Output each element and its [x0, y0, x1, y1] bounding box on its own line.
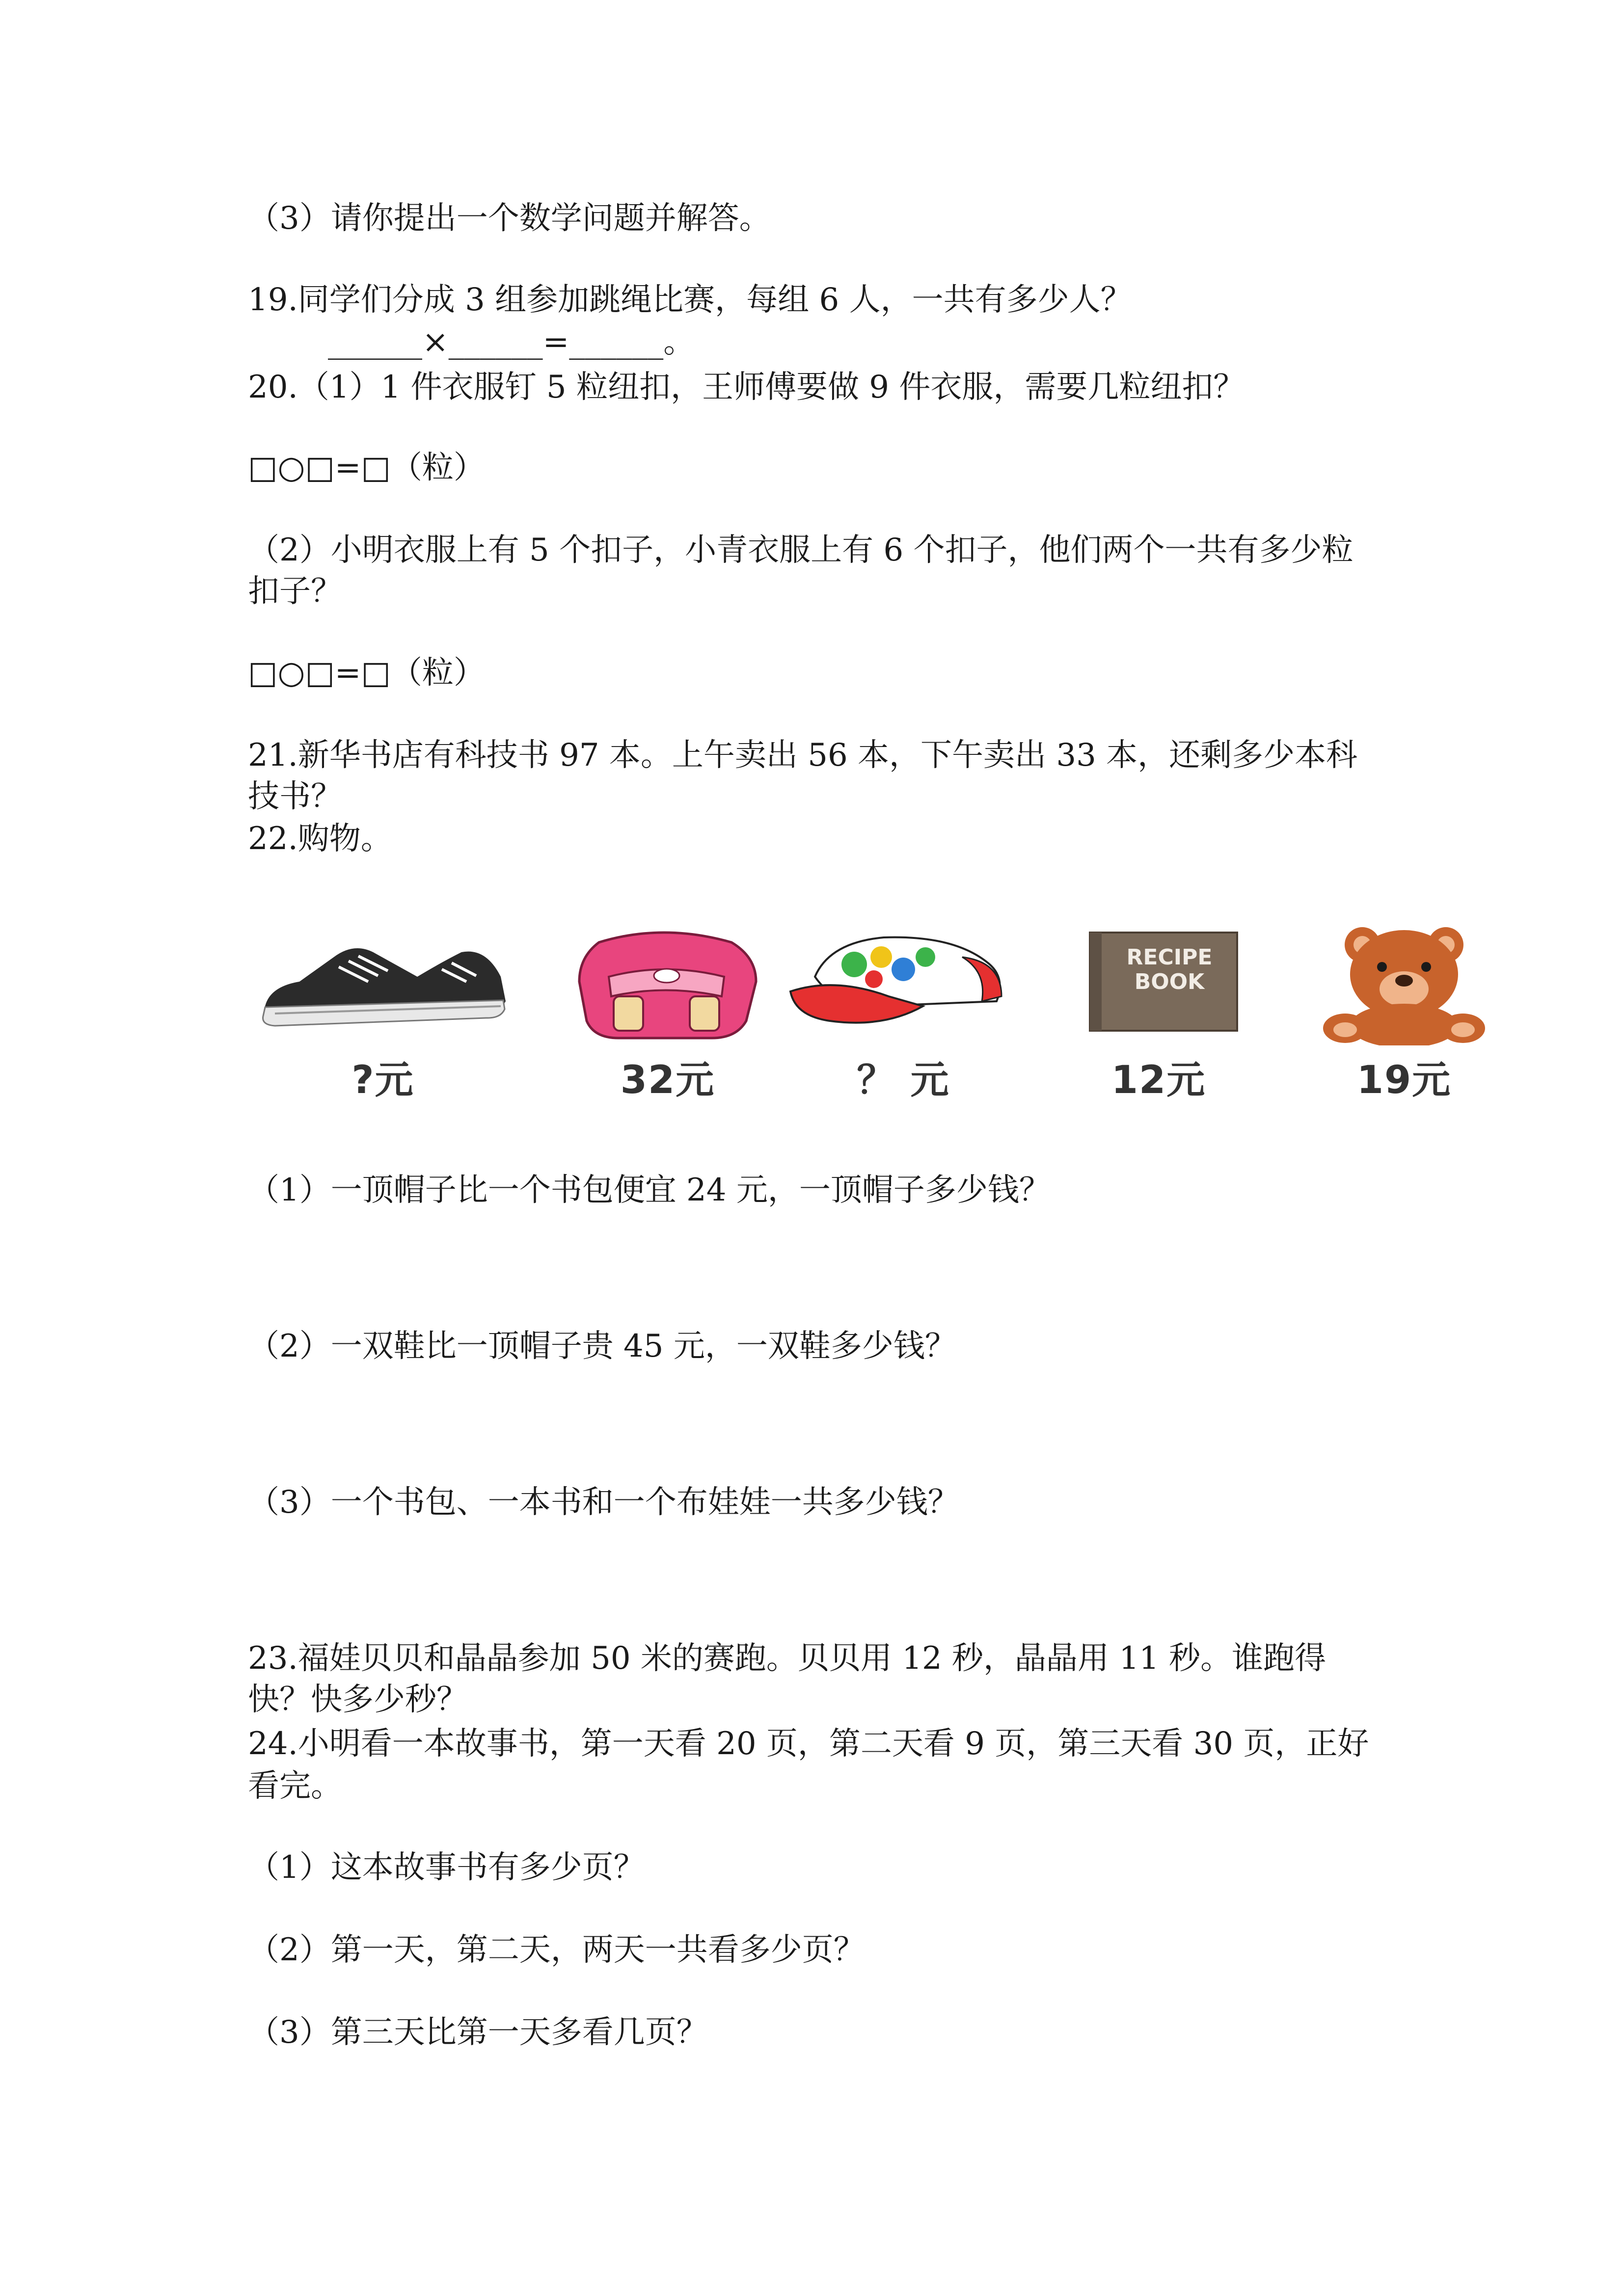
goods-price-teddy-bear: 19元: [1356, 1058, 1452, 1102]
question-22: 22.购物。: [248, 821, 392, 857]
question-20-part-2-continued: 扣子？: [248, 573, 342, 610]
goods-item-shoes: [255, 923, 511, 1102]
goods-price-cap: ？ 元: [857, 1058, 950, 1102]
question-21-continued: 技书？: [248, 778, 342, 815]
goods-item-cap: [776, 923, 1031, 1102]
goods-price-shoes: ?元: [352, 1058, 414, 1102]
goods-item-book: [1031, 923, 1286, 1102]
cap-icon: [776, 923, 1031, 1045]
question-24: 24.小明看一本故事书，第一天看 20 页，第二天看 9 页，第三天看 30 页，正好: [248, 1726, 1369, 1762]
goods-item-teddy-bear: [1276, 923, 1532, 1102]
question-22-part-1: （1）一顶帽子比一个书包便宜 24 元，一顶帽子多少钱？: [248, 1172, 1051, 1208]
recipe-book-icon: [1031, 923, 1286, 1045]
goods-item-schoolbag: [540, 923, 795, 1102]
sneaker-icon: [255, 923, 511, 1045]
question-20-part-1: 20.（1）1 件衣服钉 5 粒纽扣，王师傅要做 9 件衣服，需要几粒纽扣？: [248, 369, 1245, 405]
question-19-blanks: ______×______=______。: [328, 324, 695, 360]
question-23-continued: 快？快多少秒？: [248, 1682, 468, 1718]
question-18-part-3: （3）请你提出一个数学问题并解答。: [248, 200, 771, 237]
question-19: 19.同学们分成 3 组参加跳绳比赛，每组 6 人，一共有多少人？: [248, 282, 1132, 318]
question-20-part-2: （2）小明衣服上有 5 个扣子，小青衣服上有 6 个扣子，他们两个一共有多少粒: [248, 532, 1353, 568]
question-24-part-1: （1）这本故事书有多少页？: [248, 1849, 645, 1886]
question-24-part-3: （3）第三天比第一天多看几页？: [248, 2014, 708, 2051]
book-cover-word-2: BOOK: [1134, 969, 1205, 994]
question-20-part-1-formula: □○□=□（粒）: [248, 450, 485, 486]
question-20-part-2-formula: □○□=□（粒）: [248, 655, 485, 691]
question-22-part-3: （3）一个书包、一本书和一个布娃娃一共多少钱？: [248, 1484, 959, 1521]
shopping-goods: [255, 923, 1532, 1102]
question-22-part-2: （2）一双鞋比一顶帽子贵 45 元，一双鞋多少钱？: [248, 1328, 956, 1364]
schoolbag-icon: [540, 923, 795, 1045]
question-23: 23.福娃贝贝和晶晶参加 50 米的赛跑。贝贝用 12 秒，晶晶用 11 秒。谁跑得: [248, 1640, 1326, 1677]
goods-price-schoolbag: 32元: [620, 1058, 715, 1102]
book-cover-word-1: RECIPE: [1126, 945, 1213, 970]
goods-price-book: 12元: [1111, 1058, 1206, 1102]
teddy-bear-icon: [1276, 923, 1532, 1045]
question-24-part-2: （2）第一天，第二天，两天一共看多少页？: [248, 1932, 865, 1968]
question-24-continued: 看完。: [248, 1768, 342, 1804]
question-21: 21.新华书店有科技书 97 本。上午卖出 56 本，下午卖出 33 本，还剩多少本科: [248, 737, 1358, 774]
